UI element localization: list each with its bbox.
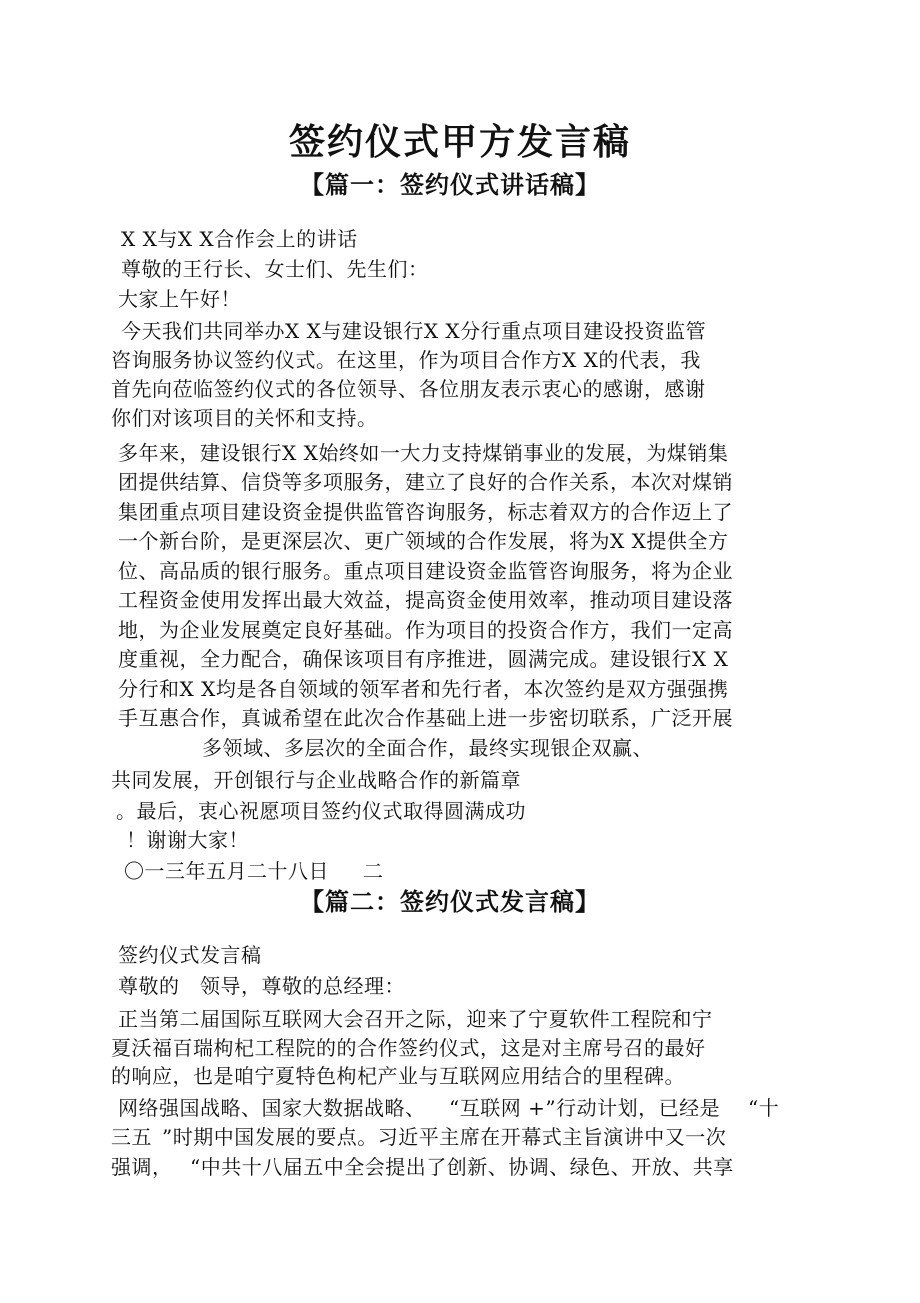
paragraph-line: X X与X X合作会上的讲话 [121, 227, 358, 251]
paragraph-line: 的响应，也是咱宁夏特色枸杞产业与互联网应用结合的里程碑。 [111, 1064, 685, 1088]
paragraph-line: 手互惠合作，真诚希望在此次合作基础上进一步密切联系，广泛开展 [118, 706, 733, 730]
paragraph-line: “十 [748, 1096, 780, 1120]
paragraph-line: 。最后，衷心祝愿项目签约仪式取得圆满成功 [116, 799, 526, 823]
paragraph-line: 夏沃福百瑞枸杞工程院的的合作签约仪式，这是对主席号召的最好 [111, 1036, 706, 1060]
paragraph-line: 领导，尊敬的总经理： [200, 974, 405, 998]
paragraph-line: 咨询服务协议签约仪式。在这里，作为项目合作方X X的代表，我 [111, 348, 701, 372]
paragraph-line: 首先向莅临签约仪式的各位领导、各位朋友表示衷心的感谢，感谢 [111, 377, 706, 401]
paragraph-line: 三五 [111, 1125, 152, 1149]
paragraph-line: 工程资金使用发挥出最大效益，提高资金使用效率，推动项目建设落 [118, 588, 733, 612]
paragraph-line: 地，为企业发展奠定良好基础。作为项目的投资合作方，我们一定高 [118, 618, 733, 642]
paragraph-line: 位、高品质的银行服务。重点项目建设资金监管咨询服务，将为企业 [118, 559, 733, 583]
paragraph-line: ！谢谢大家！ [126, 828, 249, 852]
paragraph-line: “中共十八届五中全会提出了创新、协调、绿色、开放、共享 [190, 1155, 734, 1179]
paragraph-line: 多年来，建设银行X X始终如一大力支持煤销事业的发展，为煤销集 [118, 441, 729, 465]
paragraph-line: 团提供结算、信贷等多项服务，建立了良好的合作关系，本次对煤销 [118, 470, 733, 494]
date-line: 〇一三年五月二十八日 [124, 859, 329, 883]
paragraph-line: 网络强国战略、国家大数据战略、 [118, 1096, 426, 1120]
paragraph-line: 大家上午好！ [118, 287, 241, 311]
date-line-suffix: 二 [363, 859, 384, 883]
paragraph-line: 多领域、多层次的全面合作，最终实现银企双赢、 [202, 736, 653, 760]
paragraph-line: 强调， [111, 1155, 173, 1179]
paragraph-line: 度重视，全力配合，确保该项目有序推进，圆满完成。建设银行X X [118, 647, 729, 671]
paragraph-line: “互联网 +”行动计划，已经是 [449, 1096, 721, 1120]
paragraph-line: 签约仪式发言稿 [118, 943, 262, 967]
paragraph-line: 你们对该项目的关怀和支持。 [111, 406, 378, 430]
paragraph-line: ”时期中国发展的要点。习近平主席在开幕式主旨演讲中又一次 [162, 1125, 727, 1149]
paragraph-line: 共同发展，开创银行与企业战略合作的新篇章 [111, 768, 521, 792]
paragraph-line: 分行和X X均是各自领域的领军者和先行者，本次签约是双方强强携 [118, 677, 729, 701]
paragraph-line: 一个新台阶，是更深层次、更广领域的合作发展，将为X X提供全方 [118, 529, 729, 553]
paragraph-line: 今天我们共同举办X X与建设银行X X分行重点项目建设投资监管 [121, 319, 707, 343]
paragraph-line: 尊敬的 [118, 974, 180, 998]
document-title: 签约仪式甲方发言稿 [288, 121, 631, 163]
section-2-heading: 【篇二：签约仪式发言稿】 [300, 887, 600, 916]
paragraph-line: 尊敬的王行长、女士们、先生们： [121, 257, 429, 281]
paragraph-line: 集团重点项目建设资金提供监管咨询服务，标志着双方的合作迈上了 [118, 500, 733, 524]
section-1-heading: 【篇一：签约仪式讲话稿】 [300, 170, 600, 199]
paragraph-line: 正当第二届国际互联网大会召开之际，迎来了宁夏软件工程院和宁 [118, 1007, 713, 1031]
